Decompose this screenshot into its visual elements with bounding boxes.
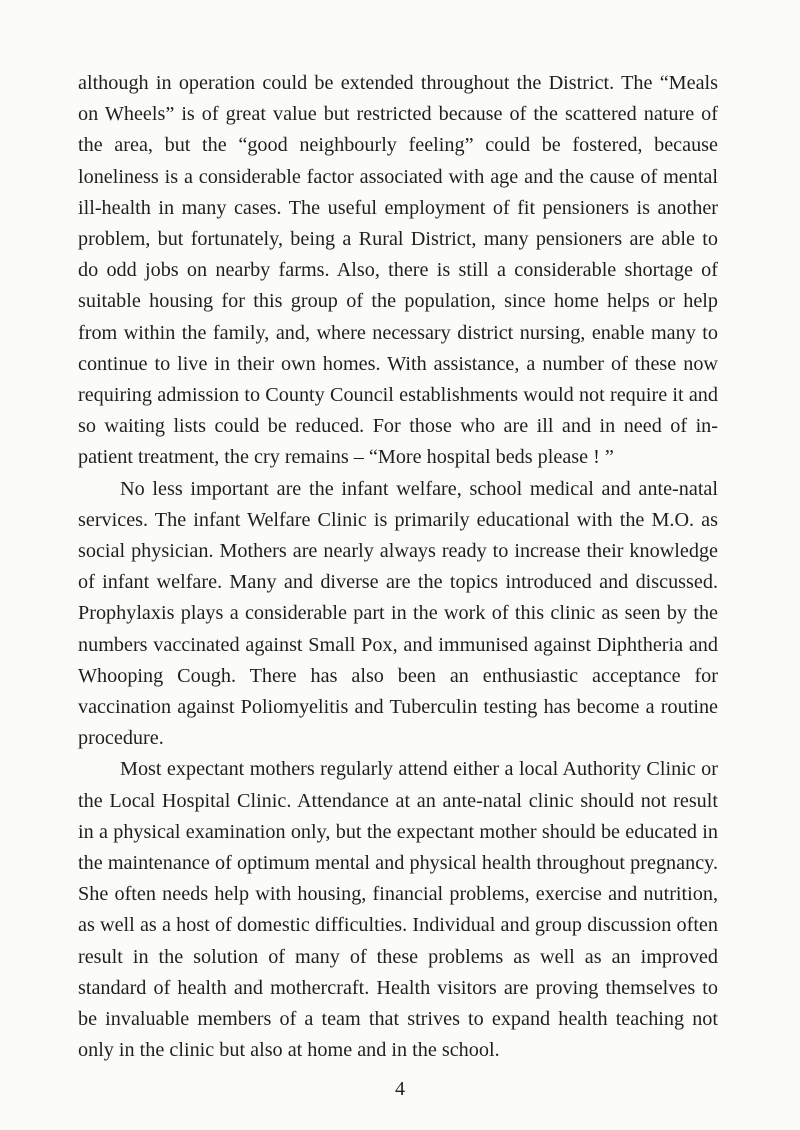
paragraph-ante-natal: Most expectant mothers regularly attend either a local Authority Clinic or the Local Hospital Clinic. Attendance at an ante-natal clinic should not result in a physical examination only, but the expectant mother should be educated in the maintenance of optimum mental and physical health throughout pregnancy. She often needs help with housing, financial problems, exercise and nutrition, as well as a host of domestic difficulties. Individual and group discussion often result in the solution of many of these problems as well as an improved standard of health and mothercraft. Health visitors are proving themselves to be invaluable members of a team that strives to expand health teaching not only in the clinic but also at home and in the school. [78, 758, 718, 1062]
document-body [78, 68, 718, 1067]
paragraph-infant-welfare: No less important are the infant welfare, school medical and ante-natal services. The infant Welfare Clinic is primarily educational with the M.O. as social physician. Mothers are nearly always ready to increase their knowledge of infant welfare. Many and diverse are the topics introduced and discussed. Prophylaxis plays a considerable part in the work of this clinic as seen by the numbers vaccinated against Small Pox, and immunised against Diphtheria and Whooping Cough. There has also been an enthusiastic acceptance for vaccination against Poliomyelitis and Tuberculin testing has become a routine procedure. [78, 477, 718, 750]
paragraph-continuation: although in operation could be extended throughout the District. The “Meals on Wheels” is of great value but restricted because of the scattered nature of the area, but the “good neighbourly feeling” could be fostered, because loneliness is a considerable factor associated with age and the cause of mental ill-health in many cases. The useful employment of fit pensioners is another problem, but fortunately, being a Rural District, many pensioners are able to do odd jobs on nearby farms. Also, there is still a considerable shortage of suitable housing for this group of the population, since home helps or help from within the family, and, where necessary district nursing, enable many to continue to live in their own homes. With assistance, a number of these now requiring admission to County Council establishments would not require it and so waiting lists could be reduced. For those who are ill and in need of in-patient treatment, the cry remains – “More hospital beds please ! ” [78, 72, 718, 469]
page-number: 4 [395, 1078, 405, 1100]
